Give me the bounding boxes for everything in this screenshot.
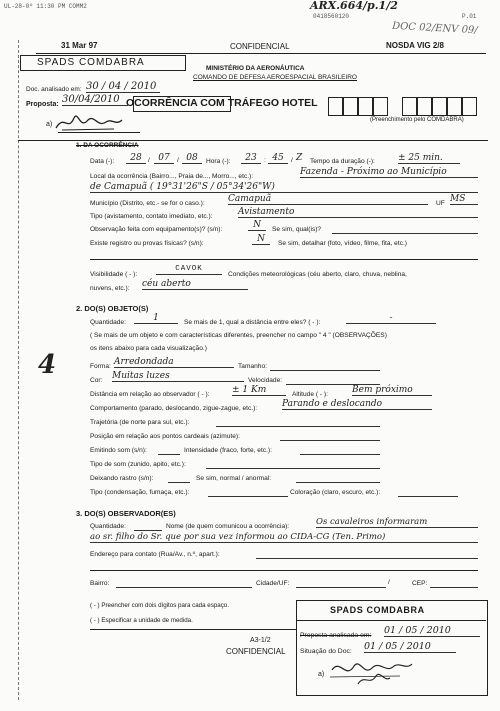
ref-box-2 [343, 97, 358, 116]
header-date: 31 Mar 97 [61, 41, 98, 50]
ref-box-4 [373, 97, 388, 116]
doc-analisado-value: 30 / 04 / 2010 [86, 82, 160, 93]
date-year: 08 [182, 154, 202, 164]
tipo-som-line [206, 461, 380, 469]
section1-title: 1. DA OCORRÊNCIA [76, 142, 139, 149]
objects-note: ( Se mais de um objeto e com características diferentes, preencher no campo " 4 " (OBSERVAÇÕES) [90, 332, 387, 339]
observacao-value: N [248, 221, 266, 231]
distancia-label: Distância em relação ao observador ( - ): [90, 391, 210, 398]
registro-label: Existe registro ou provas físicas? (s/n): [90, 240, 204, 247]
visibilidade-label: Visibilidade ( - ): [90, 271, 138, 278]
hora-m: 45 [268, 154, 288, 164]
velocidade-label: Velocidade: [248, 377, 283, 384]
footer-note-1: ( - ) Preencher com dois dígitos para cada espaço. [90, 602, 229, 609]
tipo-value: Avistamento [238, 208, 478, 218]
forma-label: Forma: [90, 363, 111, 370]
trajetoria-label: Trajetória (de norte para sul, etc.): [90, 419, 190, 426]
command: COMANDO DE DEFESA AEROESPACIAL BRASILEIRO [193, 74, 357, 81]
uf-label: UF [436, 200, 445, 207]
comportamento-label: Comportamento (parado, deslocando, zigue-zague, etc.): [90, 405, 258, 412]
coloracao-label: Coloração (claro, escuro, etc.): [290, 489, 381, 496]
stamp-title: SPADS COMDABRA [330, 605, 425, 615]
bairro-label: Bairro: [90, 580, 110, 587]
tamanho-label: Tamanho: [238, 363, 267, 370]
ref-box-1 [328, 97, 343, 116]
date-label: Data (-): [90, 158, 115, 165]
archive-ref: ARX.664/p.1/2 [310, 0, 398, 12]
stamp-proposta-value: 01 / 05 / 2010 [384, 626, 480, 637]
observer-quantidade-line [134, 523, 162, 531]
rastro-suffix: Se sim, normal / anormal: [196, 475, 272, 482]
doc-analisado-label: Doc. analisado em: [26, 86, 82, 93]
coloracao-line [398, 489, 458, 497]
proposta-value: 30/04/2010 [62, 95, 128, 106]
distancia-value: ± 1 Km [232, 386, 286, 396]
forma-value: Arredondada [114, 358, 234, 368]
header-rule [36, 53, 486, 54]
cidade-label: Cidade/UF: [256, 580, 290, 587]
observer-quantidade-label: Quantidade: [90, 523, 126, 530]
registro-line [90, 259, 478, 260]
footer-note-2: ( - ) Especificar a unidade de medida. [90, 617, 193, 624]
intensidade-label: Intensidade (fraco, forte, etc.): [184, 447, 272, 454]
observacao-line [332, 226, 478, 234]
ref-box-3 [358, 97, 373, 116]
uf-value: MS [450, 195, 478, 205]
section2-title: 2. DO(S) OBJETO(S) [76, 304, 149, 313]
endereco-line-2 [90, 570, 478, 571]
doc-ref-stamp: DOC 02/ENV 09/ [391, 20, 478, 37]
endereco-label: Endereço para contato (Rua/Av., n.º, apart.): [90, 551, 220, 558]
registro-value: N [252, 235, 270, 245]
meteo-label: Condições meteorológicas (céu aberto, claro, chuva, neblina, [228, 271, 407, 278]
document-page: UL-28-0º 11:30 PM COMM2 0418560120 P.01 ARX.664/p.1/2 DOC 02/ENV 09/ 31 Mar 97 CONFIDENCIAL NOSDA VIG 2/8 SPADS COMDABRA MINISTÉRIO DA AERONÁUTICA COMANDO DE DEFESA AEROESPACIAL BRASILEIRO Doc. analisado em: 30 / 04 / 2010 Proposta: 30/04/2010 OCORRÊNCIA COM TRÁFEGO HOTEL (Preenchimento pelo COMDABRA) a) 1. DA OCORRÊNCIA Data (-): 28 / 07 / 08 Hora (-): 23 : 45 / Z Tempo da duração (-): ± 25 min. Local da ocorrência (Bairro..., Praia de..., Morro..., etc.): Fazenda - Próximo ao Município de Camapuã ( 19°31'26"S / 05°34'26"W) Município (Distrito, etc.- se for o caso.): Camapuã UF MS Tipo (avistamento, contato imediato, etc.): Avistamento Observação feita com equipamento(s)? (s/n): N Se sim, qual(is)? Existe registro ou provas físicas? (s/n): N Se sim, detalhar (foto, vídeo, filme, fita, etc.) Visibilidade ( - ): CAVOK Condições meteorológicas (céu aberto, claro, chuva, neblina, nuvens, etc.): céu aberto 2. DO(S) OBJETO(S) Quantidade: 1 Se mais de 1, qual a distância entre eles? ( - ): - ( Se mais de um objeto e com características diferentes, preencher no campo " 4 " (OBSERVAÇÕES) os itens abaixo para cada visualização.) 4 Forma: Arredondada Tamanho: Cor: Muitas luzes Velocidade: Distância em relação ao observador ( - ): ± 1 Km Altitude ( - ): Bem próximo Comportamento (parado, deslocando, zigue-zague, etc.): Parando e deslocando Trajetória (de norte para sul, etc.): Posição em relação aos pontos cardeais (azimute): Emitindo som (s/n): Intensidade (fraco, forte, etc.): Tipo de som (zunido, apito, etc.): Deixando rastro (s/n): Se sim, normal / anormal: Tipo (condensação, fumaça, etc.): Coloração (claro, escuro, etc.): 3. DO(S) OBSERVADOR(ES) Quantidade: Nome (de quem comunicou a ocorrência): Os cavaleiros informaram ao sr. filho do Sr. que por sua vez informou ao CIDA-CG (Ten. Primo) Endereço para contato (Rua/Av., n.º, apart.): Bairro: Cidade/UF: / CEP: ( - ) Preencher com dois dígitos para cada espaço. ( - ) Especificar a unidade de medida. A3-1/2 CONFIDENCIAL SPADS COMDABRA Proposta analisada em: 01 / 05 / 2010 Situação do Doc: 01 / 05 / 2010 a) [0, 0, 500, 711]
municipio-value: Camapuã [228, 195, 428, 205]
altitude-label: Altitude ( - ): [292, 391, 328, 398]
stamp-rule [296, 620, 486, 621]
observer-nome-label: Nome (de quem comunicou a ocorrência): [166, 523, 290, 530]
fax-number: 0418560120 [313, 13, 350, 20]
footer-rule [90, 629, 296, 630]
section3-title: 3. DO(S) OBSERVADOR(ES) [76, 509, 176, 518]
quantidade-value: 1 [134, 314, 178, 324]
meteo-value: céu aberto [142, 280, 248, 290]
emitindo-line [158, 447, 180, 455]
tipo-som-label: Tipo de som (zunido, apito, etc.): [90, 461, 186, 468]
meteo-label-2: nuvens, etc.): [90, 285, 130, 292]
stamp-situacao-label: Situação do Doc: [300, 648, 352, 655]
header-doc-code: NOSDA VIG 2/8 [386, 41, 444, 50]
fill-note: (Preenchimento pelo COMDABRA) [370, 117, 464, 123]
tipo-rastro-line [208, 489, 288, 497]
rastro-line [168, 475, 190, 483]
signature-line [58, 132, 140, 133]
cidade-line [296, 580, 386, 588]
stamp-proposta-label: Proposta analisada em: [300, 632, 372, 639]
duracao-value: ± 25 min. [398, 154, 460, 164]
margin-mark: 4 [38, 350, 57, 380]
footer-page-code: A3-1/2 [250, 637, 271, 644]
org-name: SPADS COMDABRA [37, 57, 145, 68]
date-month: 07 [154, 154, 174, 164]
emitindo-label: Emitindo som (s/n): [90, 447, 147, 454]
banner-rule [18, 140, 488, 141]
proposta-label: Proposta: [26, 101, 59, 108]
quantidade-suffix: Se mais de 1, qual a distância entre eles? ( - ): [184, 319, 321, 326]
registro-suffix: Se sim, detalhar (foto, vídeo, filme, fita, etc.) [278, 240, 407, 247]
observer-nome-value: Os cavaleiros informaram [316, 518, 478, 528]
observacao-label: Observação feita com equipamento(s)? (s/n): [90, 226, 223, 233]
ref-box-7 [432, 97, 447, 116]
footer-confidential: CONFIDENCIAL [226, 647, 286, 656]
observer-nome-value-2: ao sr. filho do Sr. que por sua vez informou ao CIDA-CG (Ten. Primo) [90, 533, 478, 543]
tamanho-line [270, 363, 380, 371]
hora-zone: Z [296, 153, 303, 163]
endereco-line [256, 551, 478, 559]
visibilidade-value: CAVOK [156, 266, 222, 275]
posicao-line [280, 433, 380, 441]
intensidade-line [300, 447, 380, 455]
margin-line [18, 40, 19, 700]
altitude-value: Bem próximo [352, 386, 432, 396]
form-title: OCORRÊNCIA COM TRÁFEGO HOTEL [126, 97, 318, 109]
stamp-sig-label: a) [318, 671, 325, 678]
ref-box-9 [462, 97, 477, 116]
tipo-rastro-label: Tipo (condensação, fumaça, etc.): [90, 489, 190, 496]
duracao-label: Tempo da duração (-): [310, 158, 375, 165]
stamp-signature [328, 656, 416, 688]
cor-value: Muitas luzes [112, 372, 244, 382]
municipio-label: Município (Distrito, etc.- se for o caso.): [90, 200, 205, 207]
trajetoria-line [216, 419, 380, 427]
quantidade-label: Quantidade: [90, 319, 126, 326]
bairro-line [116, 580, 252, 588]
rastro-label: Deixando rastro (s/n): [90, 475, 154, 482]
fax-page: P.01 [462, 13, 477, 20]
quantidade-distance: - [346, 314, 436, 324]
local-label: Local da ocorrência (Bairro..., Praia de..., Morro..., etc.): [90, 173, 254, 180]
rastro-suffix-line [296, 475, 380, 483]
ref-box-8 [447, 97, 462, 116]
hora-h: 23 [241, 154, 261, 164]
header-confidential: CONFIDENCIAL [230, 42, 290, 51]
tipo-label: Tipo (avistamento, contato imediato, etc.): [90, 213, 213, 220]
comportamento-value: Parando e deslocando [282, 400, 432, 410]
local-value-2: de Camapuã ( 19°31'26"S / 05°34'26"W) [90, 183, 478, 193]
local-value: Fazenda - Próximo ao Município [300, 168, 478, 178]
signature-label: a) [46, 121, 53, 128]
velocidade-line [286, 377, 380, 385]
fax-header-left: UL-28-0º 11:30 PM COMM2 [4, 3, 87, 10]
ref-box-5 [402, 97, 417, 116]
objects-note-2: os itens abaixo para cada visualização.) [90, 345, 207, 352]
hora-label: Hora (-): [206, 158, 231, 165]
cor-label: Cor: [90, 377, 103, 384]
signature-top [54, 110, 124, 134]
observacao-suffix: Se sim, qual(is)? [272, 226, 322, 233]
cep-line [430, 580, 478, 588]
date-day: 28 [126, 154, 146, 164]
stamp-situacao-value: 01 / 05 / 2010 [364, 642, 456, 653]
ministry: MINISTÉRIO DA AERONÁUTICA [206, 65, 305, 72]
cep-label: CEP: [412, 580, 428, 587]
posicao-label: Posição em relação aos pontos cardeais (azimute): [90, 433, 240, 440]
ref-box-6 [417, 97, 432, 116]
